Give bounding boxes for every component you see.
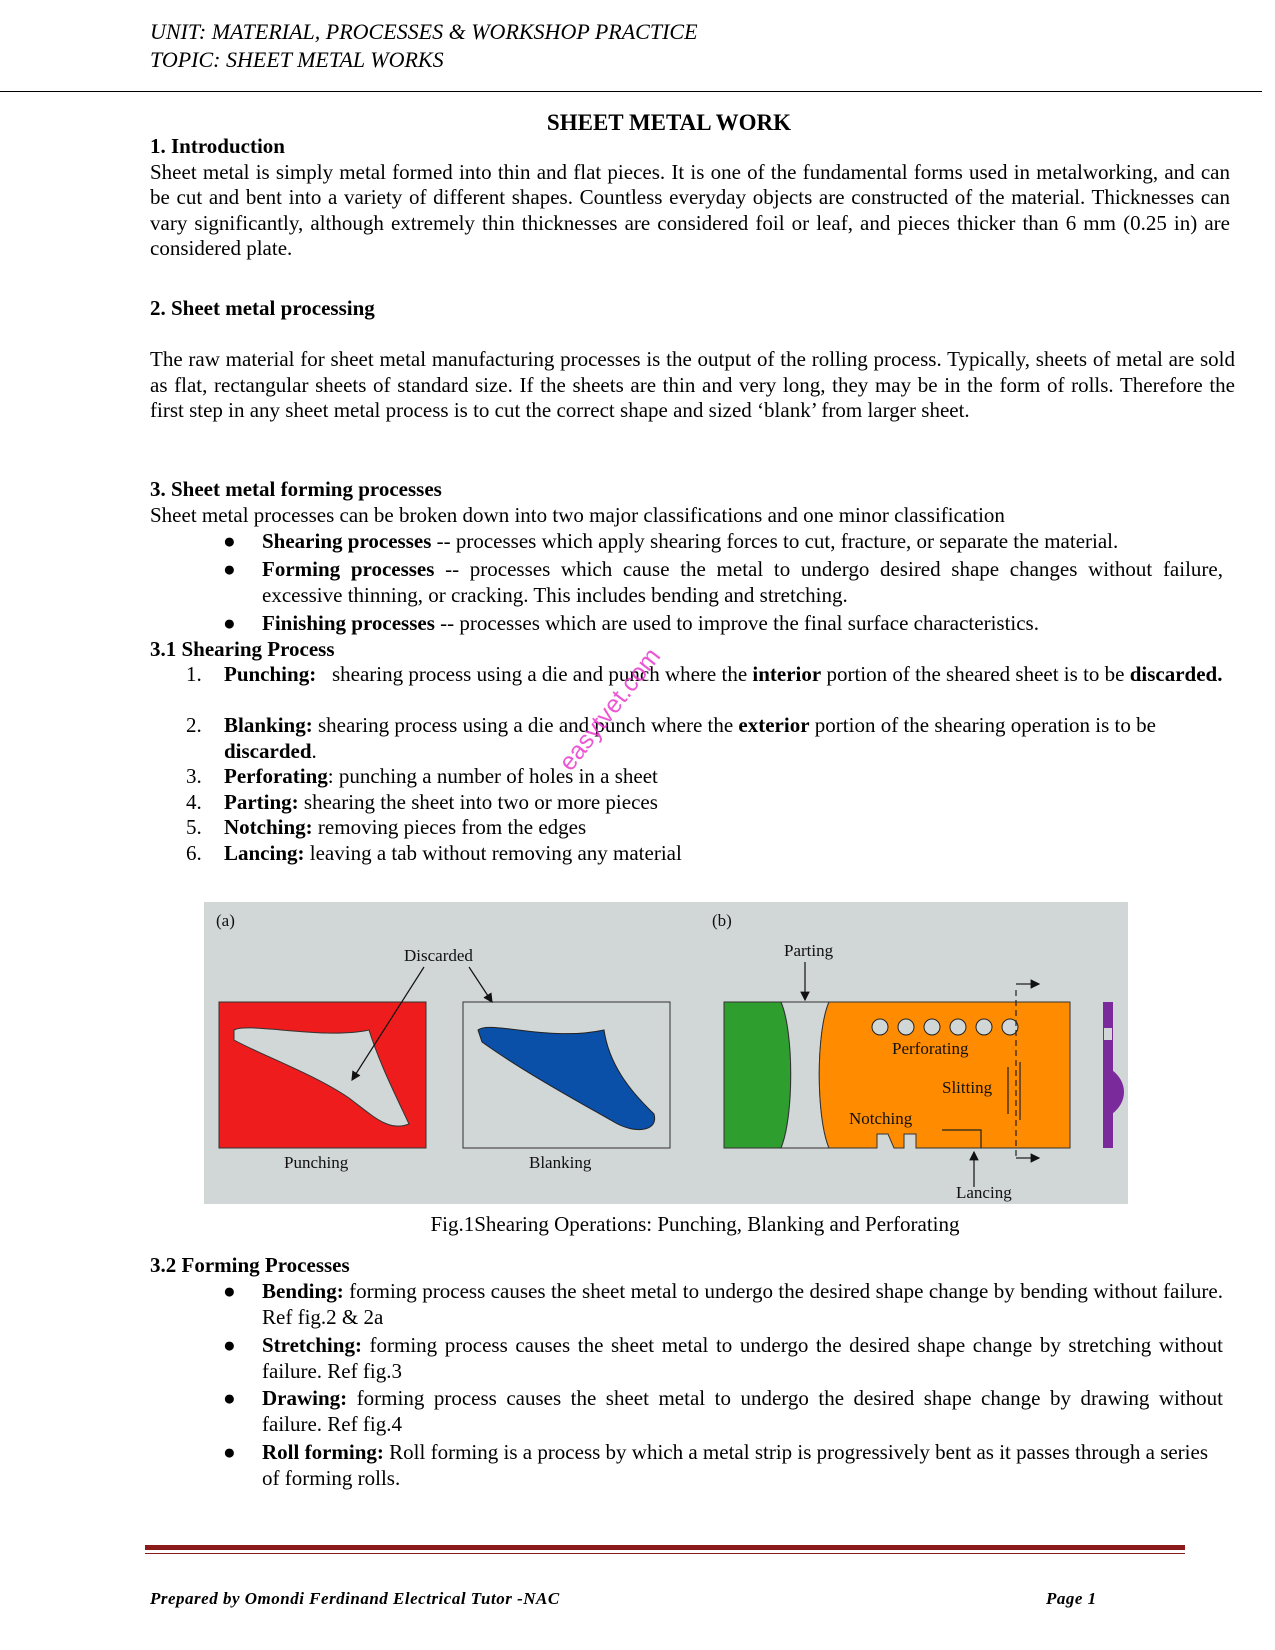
list-item — [225, 611, 1223, 637]
list-text: Lancing: leaving a tab without removing any material — [224, 841, 682, 865]
bullet-text: Stretching: forming process causes the sheet metal to undergo the desired shape change by stretching without failure. Ref fig.3 — [262, 1333, 1223, 1383]
shearing-heading: 3.1 Shearing Process — [150, 637, 335, 661]
footer-divider — [145, 1545, 1185, 1550]
label-parting: Parting — [784, 941, 834, 960]
list-text: Parting: shearing the sheet into two or more pieces — [224, 790, 658, 814]
perforation-hole — [924, 1019, 940, 1035]
forming-intro-text: Sheet metal processes can be broken down into two major classifications and one minor classification — [150, 502, 1005, 527]
bullet-text: Finishing processes -- processes which are used to improve the final surface characteristics. — [262, 611, 1039, 635]
list-number: 3. — [186, 764, 202, 788]
list-item — [225, 1440, 1223, 1492]
intro-paragraph: Sheet metal is simply metal formed into thin and flat pieces. It is one of the fundamental forms used in metalworking, and can be cut and bent into a variety of different shapes. Countless everyday objects are constructed of the material. Thicknesses can vary significantly, although extremely thin thicknesses are considered foil or leaf, and pieces thicker than 6 mm (0.25 in) are considered plate. — [150, 159, 1230, 260]
list-text: Perforating: punching a number of holes in a sheet — [224, 764, 658, 788]
list-item — [225, 557, 1223, 609]
list-text: Notching: removing pieces from the edges — [224, 815, 587, 839]
bullet-icon: ● — [223, 1440, 236, 1464]
list-text: Punching: shearing process using a die and punch where the interior portion of the sheared sheet is to be discarded. — [224, 662, 1223, 686]
label-a: (a) — [216, 911, 235, 930]
label-punching: Punching — [284, 1153, 349, 1172]
parting-green-piece — [724, 1002, 791, 1148]
side-view-tab — [1112, 1070, 1124, 1114]
side-view-hole — [1104, 1028, 1112, 1040]
bullet-icon: ● — [223, 1333, 236, 1357]
bullet-text: Shearing processes -- processes which apply shearing forces to cut, fracture, or separate the material. — [262, 529, 1119, 553]
footer-prepared-by: Prepared by Omondi Ferdinand Electrical Tutor -NAC — [150, 1589, 560, 1608]
side-view-strip — [1103, 1002, 1113, 1148]
figure-shearing-operations — [204, 902, 1128, 1204]
label-notching: Notching — [849, 1109, 913, 1128]
header-topic: TOPIC: SHEET METAL WORKS — [150, 47, 444, 72]
list-number: 6. — [186, 841, 202, 865]
watermark: easytvet.com — [553, 642, 667, 777]
discarded-arrow-b — [469, 967, 492, 1002]
list-item — [225, 1333, 1223, 1385]
label-perforating: Perforating — [892, 1039, 969, 1058]
header-divider — [0, 91, 1262, 92]
bullet-text: Drawing: forming process causes the sheet metal to undergo the desired shape change by drawing without failure. Ref fig.4 — [262, 1386, 1223, 1436]
section-shearing — [150, 637, 1230, 663]
processing-heading: 2. Sheet metal processing — [150, 296, 375, 320]
section-forming — [150, 1253, 1230, 1279]
intro-heading: 1. Introduction — [150, 134, 285, 158]
bullet-text: Roll forming: Roll forming is a process by which a metal strip is progressively bent as it passes through a series of forming rolls. — [262, 1440, 1209, 1490]
header-unit: UNIT: MATERIAL, PROCESSES & WORKSHOP PRACTICE — [150, 19, 698, 44]
processing-paragraph-wrap — [150, 347, 1235, 424]
label-discarded: Discarded — [404, 946, 473, 965]
figure-caption: Fig.1Shearing Operations: Punching, Blanking and Perforating — [430, 1212, 960, 1236]
footer-page-number: Page 1 — [1046, 1589, 1097, 1608]
list-number: 1. — [186, 662, 202, 686]
section-introduction — [150, 134, 1230, 262]
bullet-icon: ● — [223, 1386, 236, 1410]
footer-divider-thin — [145, 1553, 1185, 1554]
label-slitting: Slitting — [942, 1078, 993, 1097]
list-text: Blanking: shearing process using a die and punch where the exterior portion of the shearing operation is to be discarded. — [224, 713, 1156, 763]
list-number: 2. — [186, 713, 202, 737]
perforation-hole — [872, 1019, 888, 1035]
forming-heading: 3.2 Forming Processes — [150, 1253, 350, 1277]
label-b: (b) — [712, 911, 732, 930]
processing-paragraph: The raw material for sheet metal manufacturing processes is the output of the rolling process. Typically, sheets of metal are sold as flat, rectangular sheets of standard size. If the sheets are thin and very long, they may be in the form of rolls. Therefore the first step in any sheet metal process is to cut the correct shape and sized ‘blank’ from larger sheet. — [150, 347, 1235, 422]
bullet-icon: ● — [223, 557, 236, 581]
list-item — [225, 1386, 1223, 1438]
bullet-icon: ● — [223, 529, 236, 553]
figure-svg — [204, 902, 1128, 1204]
bullet-icon: ● — [223, 611, 236, 635]
bullet-icon: ● — [223, 1279, 236, 1303]
list-number: 5. — [186, 815, 202, 839]
perforation-hole — [898, 1019, 914, 1035]
list-item — [225, 1279, 1223, 1331]
section-processing — [150, 296, 1230, 322]
page-title: SHEET METAL WORK — [546, 110, 792, 135]
label-lancing: Lancing — [956, 1183, 1012, 1202]
list-number: 4. — [186, 790, 202, 814]
label-blanking: Blanking — [529, 1153, 592, 1172]
perforation-hole — [976, 1019, 992, 1035]
bullet-text: Forming processes -- processes which cause the metal to undergo desired shape changes without failure, excessive thinning, or cracking. This includes bending and stretching. — [262, 557, 1223, 607]
list-item — [225, 529, 1223, 555]
page-header — [150, 18, 698, 74]
perforation-hole — [950, 1019, 966, 1035]
section-forming-processes — [150, 477, 1230, 528]
bullet-text: Bending: forming process causes the sheet metal to undergo the desired shape change by bending without failure. Ref fig.2 & 2a — [262, 1279, 1223, 1329]
forming-intro-heading: 3. Sheet metal forming processes — [150, 477, 442, 501]
